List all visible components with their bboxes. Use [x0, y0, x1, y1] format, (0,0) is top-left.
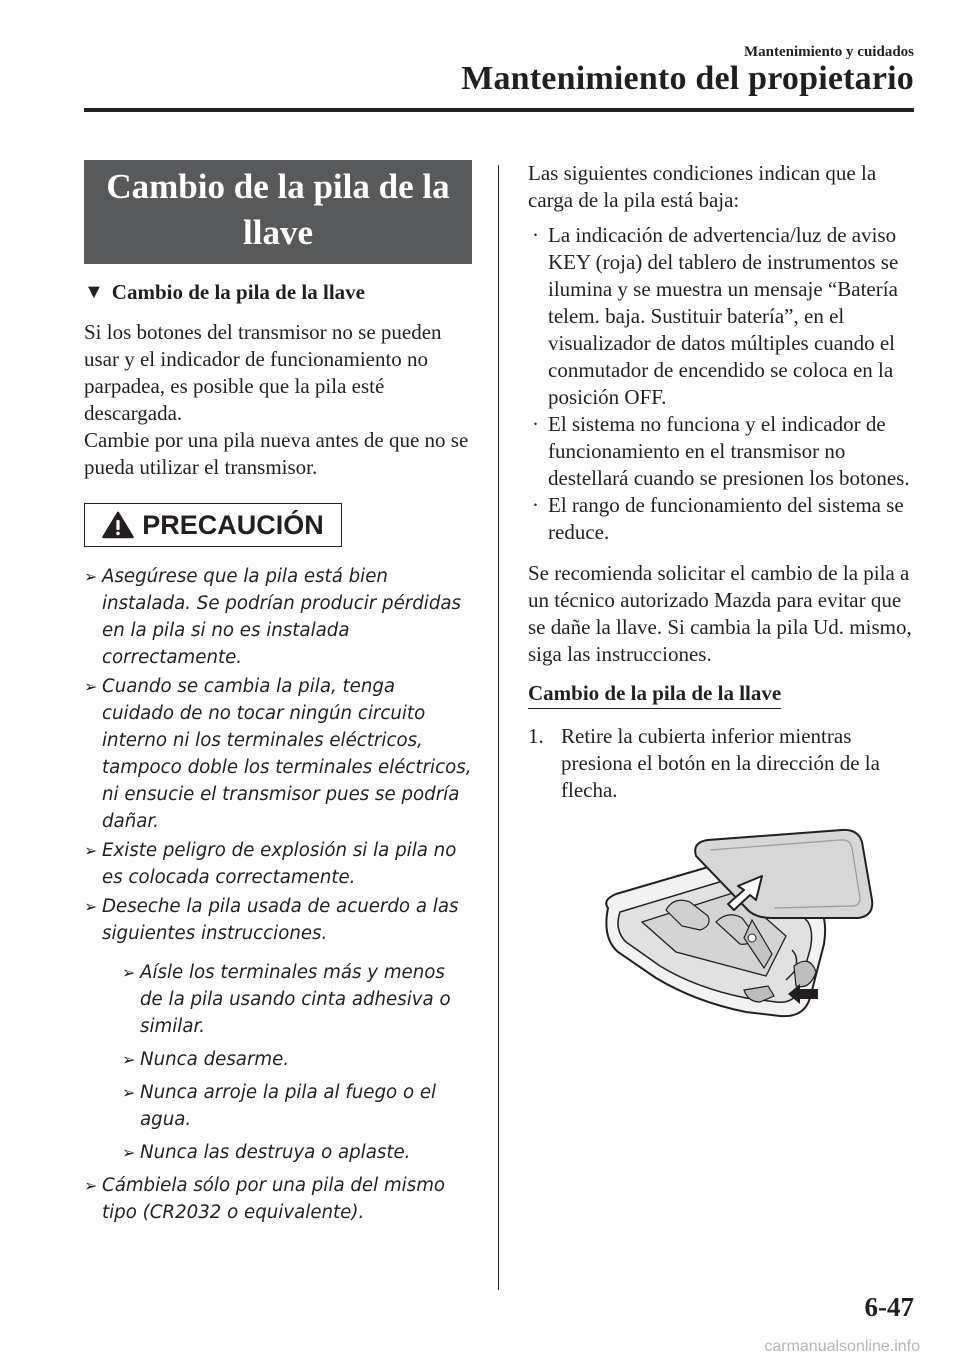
- caution-item-text: Deseche la pila usada de acuerdo a las siguientes instrucciones.: [102, 896, 459, 944]
- caution-item-text: Cámbiela sólo por una pila del mismo tipo (CR2032 o equivalente).: [102, 1175, 446, 1223]
- condition-item: [528, 411, 918, 492]
- chevron-right-icon: ➢: [84, 1176, 98, 1195]
- disposal-sublist: [122, 959, 472, 1166]
- condition-text: La indicación de advertencia/luz de aviso KEY (roja) del tablero de instrumentos se ilumina y se muestra un mensaje “Batería telem. baja. Sustituir batería”, en el visualizador de datos múltiples cuando el conmutador de encendido se coloca en la posición OFF.: [548, 223, 899, 409]
- subheading: [84, 280, 472, 305]
- caution-list: [84, 563, 472, 1226]
- caution-box: [84, 503, 342, 547]
- condition-item: [528, 492, 918, 546]
- chevron-right-icon: ➢: [122, 963, 136, 982]
- caution-item-text: Asegúrese que la pila está bien instalada. Se podrían producir pérdidas en la pila si no es instalada correctamente.: [102, 566, 462, 668]
- header-rule: [84, 108, 914, 112]
- chevron-right-icon: ➢: [122, 1143, 136, 1162]
- chevron-right-icon: ➢: [122, 1050, 136, 1069]
- header-section-name: Mantenimiento y cuidados: [743, 44, 914, 60]
- chevron-right-icon: ➢: [84, 897, 98, 916]
- key-battery-illustration: [596, 826, 886, 1026]
- conditions-intro: Las siguientes condiciones indican que la carga de la pila está baja:: [528, 161, 877, 212]
- step-number: 1.: [528, 724, 544, 748]
- bullet-dot: ·: [532, 223, 539, 247]
- disposal-item: [122, 959, 472, 1040]
- intro-paragraph-2: Cambie por una pila nueva antes de que no se pueda utilizar el transmisor.: [84, 428, 469, 479]
- section-banner-line2: llave: [243, 213, 313, 252]
- condition-text: El rango de funcionamiento del sistema se reduce.: [548, 493, 904, 544]
- procedure-title: Cambio de la pila de la llave: [528, 680, 781, 709]
- caution-item-text: Existe peligro de explosión si la pila no es colocada correctamente.: [102, 840, 457, 888]
- chevron-right-icon: ➢: [122, 1083, 136, 1102]
- caution-item: [84, 563, 472, 671]
- conditions-list: [528, 222, 918, 546]
- condition-item: [528, 222, 918, 411]
- column-divider: [498, 165, 499, 1290]
- subheading-text: Cambio de la pila de la llave: [111, 280, 365, 304]
- disposal-item-text: Nunca desarme.: [140, 1049, 290, 1070]
- disposal-item-text: Aísle los terminales más y menos de la pila usando cinta adhesiva o similar.: [140, 962, 451, 1037]
- procedure-step: [528, 723, 918, 804]
- caution-item-text: Cuando se cambia la pila, tenga cuidado de no tocar ningún circuito interno ni los terminales eléctricos, tampoco doble los terminales eléctricos, ni ensucie el transmisor pues se podría dañar.: [102, 676, 472, 832]
- bullet-dot: ·: [532, 412, 539, 436]
- right-column: [528, 160, 918, 804]
- chevron-right-icon: ➢: [84, 841, 98, 860]
- down-triangle-icon: ▼: [84, 281, 104, 303]
- section-banner: [84, 160, 472, 264]
- disposal-item-text: Nunca arroje la pila al fuego o el agua.: [140, 1082, 437, 1130]
- chevron-right-icon: ➢: [84, 567, 98, 586]
- page-number: 6-47: [864, 1292, 914, 1322]
- disposal-item-text: Nunca las destruya o aplaste.: [140, 1142, 411, 1163]
- bullet-dot: ·: [532, 493, 539, 517]
- step-text: Retire la cubierta inferior mientras presiona el botón en la dirección de la flecha.: [561, 724, 880, 802]
- caution-item: [84, 1172, 472, 1226]
- disposal-item: [122, 1046, 472, 1073]
- warning-triangle-icon: [102, 511, 134, 539]
- caution-item: [84, 837, 472, 891]
- caution-label: PRECAUCIÓN: [142, 509, 324, 540]
- condition-text: El sistema no funciona y el indicador de funcionamiento en el transmisor no destellará cuando se presionen los botones.: [548, 412, 910, 490]
- left-column: [84, 160, 472, 1228]
- disposal-item: [122, 1079, 472, 1133]
- caution-item: [84, 673, 472, 835]
- intro-paragraph-1: Si los botones del transmisor no se pueden usar y el indicador de funcionamiento no parpadea, es posible que la pila esté descargada.: [84, 320, 442, 425]
- header-title: Mantenimiento del propietario: [461, 60, 914, 97]
- section-banner-line1: Cambio de la pila de la: [106, 167, 450, 206]
- watermark: carmanualsonline.info: [764, 1338, 920, 1355]
- recommendation-paragraph: Se recomienda solicitar el cambio de la pila a un técnico autorizado Mazda para evitar que se dañe la llave. Si cambia la pila Ud. mismo, siga las instrucciones.: [528, 561, 912, 666]
- caution-item: [84, 893, 472, 1166]
- chevron-right-icon: ➢: [84, 677, 98, 696]
- disposal-item: [122, 1139, 472, 1166]
